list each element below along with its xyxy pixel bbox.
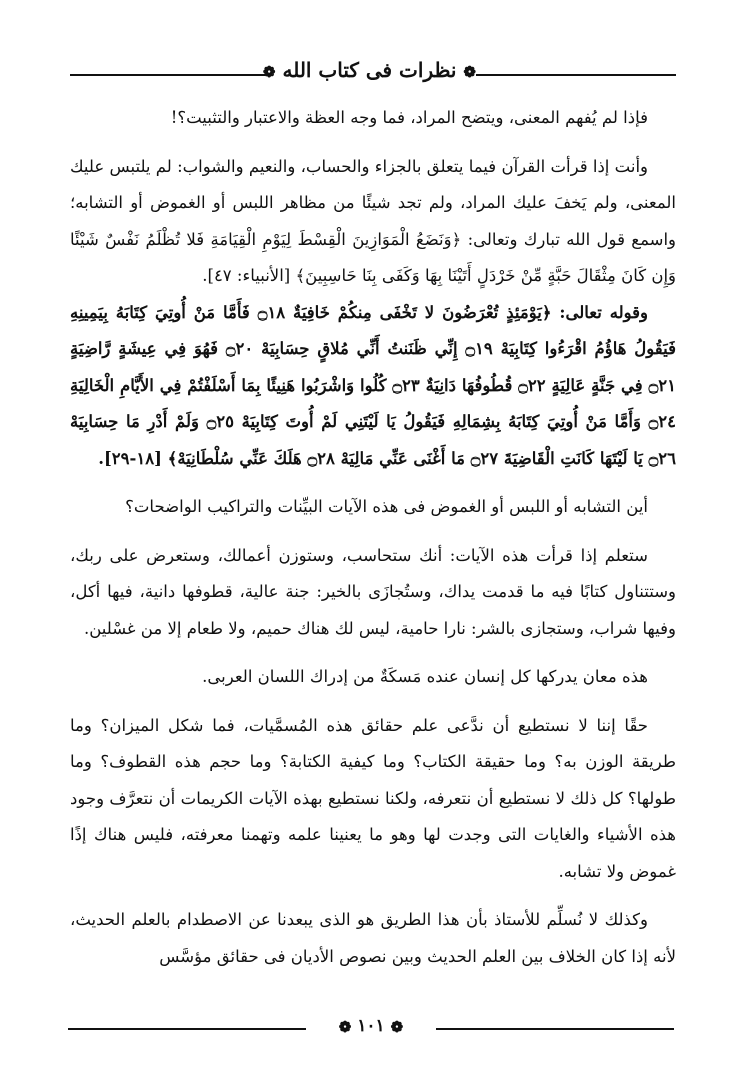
flower-ornament-icon: ❁ xyxy=(463,62,476,81)
paragraph: حقًا إننا لا نستطيع أن ندَّعى علم حقائق هذه المُسمَّيات، فما شكل الميزان؟ وما طريقة الوزن به؟ وما حقيقة الكتاب؟ وما كيفية الكتابة؟ وما حجم هذه القطوف؟ وما طولها؟ كل ذلك لا نستطيع أن نتعرفه، ولكنا نستطيع بهذه الآيات الكريمات أن نتعرَّف وجود هذه الأشياء والغايات التى وجدت لها وهو ما يعنينا علمه وتهمنا معرفته، فليس هناك إذًا غموض ولا تشابه. xyxy=(70,715,676,881)
page-number-block xyxy=(306,1016,436,1036)
flower-ornament-icon: ❁ xyxy=(390,1017,404,1036)
flower-ornament-icon: ❁ xyxy=(338,1017,352,1036)
page-footer xyxy=(68,1014,674,1044)
paragraph: وأنت إذا قرأت القرآن فيما يتعلق بالجزاء والحساب، والنعيم والشواب: لم يلتبس عليك المعنى، ولم يَخفَ عليك المراد، ولم تجد شيئًا من مظاهر اللبس أو الغموض أو التشابه؛ واسمع قول الله تبارك وتعالى: ﴿وَنَضَعُ الْمَوَازِينَ الْقِسْطَ لِيَوْمِ الْقِيَامَةِ فَلا تُظْلَمُ نَفْسٌ شَيْئًا وَإِن كَانَ مِثْقَالَ حَبَّةٍ مِّنْ خَرْدَلٍ أَتَيْنَا بِهَا وَكَفَى بِنَا حَاسِبِينَ﴾ [الأنبياء: ٤٧]. xyxy=(70,156,676,285)
quran-quote-paragraph: وقوله تعالى: ﴿يَوْمَئِذٍ تُعْرَضُونَ لا تَخْفَى مِنكُمْ خَافِيَةٌ ۝١٨ فَأَمَّا مَنْ أُوتِيَ كِتَابَهُ بِيَمِينِهِ فَيَقُولُ هَاؤُمُ اقْرَءُوا كِتَابِيَهْ ۝١٩ إِنِّي ظَنَنتُ أَنِّي مُلاقٍ حِسَابِيَهْ ۝٢٠ فَهُوَ فِي عِيشَةٍ رَّاضِيَةٍ ۝٢١ فِي جَنَّةٍ عَالِيَةٍ ۝٢٢ قُطُوفُهَا دَانِيَةٌ ۝٢٣ كُلُوا وَاشْرَبُوا هَنِيئًا بِمَا أَسْلَفْتُمْ فِي الأَيَّامِ الْخَالِيَةِ ۝٢٤ وَأَمَّا مَنْ أُوتِيَ كِتَابَهُ بِشِمَالِهِ فَيَقُولُ يَا لَيْتَنِي لَمْ أُوتَ كِتَابِيَهْ ۝٢٥ وَلَمْ أَدْرِ مَا حِسَابِيَهْ ۝٢٦ يَا لَيْتَهَا كَانَتِ الْقَاضِيَةَ ۝٢٧ مَا أَغْنَى عَنِّي مَالِيَهْ ۝٢٨ هَلَكَ عَنِّي سُلْطَانِيَهْ﴾ [١٨-٢٩]. xyxy=(70,302,677,468)
header-rule-right xyxy=(476,74,676,76)
page-number: ١٠١ xyxy=(357,1016,385,1036)
footer-rule-left xyxy=(68,1028,306,1030)
paragraph: ستعلم إذا قرأت هذه الآيات: أنك ستحاسب، وستوزن أعمالك، وستعرض على ربك، وستتناول كتابًا فيه ما قدمت يداك، وستُجازَى بالخير: جنة عالية، قطوفها دانية، فيها أكل، وفيها شراب، وستجازى بالشر: نارا حامية، ليس لك هناك حميم، ولا طعام إلا من غسْلين. xyxy=(70,545,676,638)
header-rule-left xyxy=(70,74,265,76)
header-title: نظرات فى كتاب الله xyxy=(282,58,457,82)
paragraph: أين التشابه أو اللبس أو الغموض فى هذه الآيات البيِّنات والتراكيب الواضحات؟ xyxy=(125,497,648,516)
header-title-block xyxy=(262,58,476,82)
paragraph: فإذا لم يُفهم المعنى، ويتضح المراد، فما وجه العظة والاعتبار والتثبيت؟! xyxy=(170,108,648,127)
running-header xyxy=(70,54,676,94)
footer-rule-right xyxy=(436,1028,674,1030)
paragraph: وكذلك لا نُسلِّم للأستاذ بأن هذا الطريق هو الذى يبعدنا عن الاصطدام بالعلم الحديث، لأنه إذا كان الخلاف بين العلم الحديث وبين نصوص الأديان فى حقائق مؤسَّس xyxy=(70,910,676,966)
main-text xyxy=(70,100,676,975)
flower-ornament-icon: ❁ xyxy=(262,62,276,81)
paragraph: هذه معان يدركها كل إنسان عنده مَسكَةٌ من إدراك اللسان العربى. xyxy=(202,667,648,686)
